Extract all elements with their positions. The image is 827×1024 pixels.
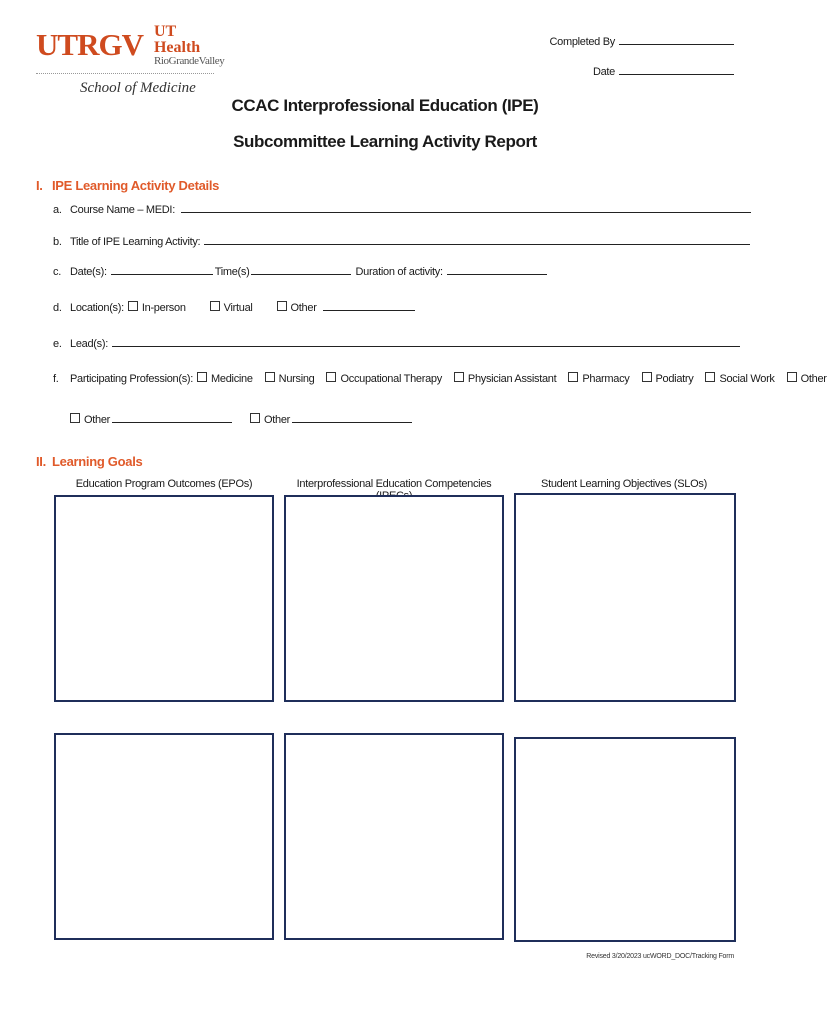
- checkbox-medicine[interactable]: [197, 372, 207, 382]
- row-location: [53, 300, 415, 314]
- checkbox-other-2[interactable]: [250, 413, 260, 423]
- times-label: Time(s): [214, 266, 250, 278]
- row-leads: [53, 336, 740, 350]
- date-field[interactable]: [593, 66, 734, 78]
- other-1-line[interactable]: [112, 412, 232, 423]
- section-2-title: Learning Goals: [52, 454, 143, 469]
- profession-other-label: Other: [800, 373, 827, 385]
- completed-by-label: Completed By: [549, 36, 615, 48]
- occupational-therapy-label: Occupational Therapy: [340, 373, 442, 385]
- leads-label: Lead(s):: [70, 338, 108, 350]
- checkbox-pharmacy[interactable]: [568, 372, 578, 382]
- completed-by-field[interactable]: [550, 36, 735, 48]
- checkbox-occupational-therapy[interactable]: [326, 372, 336, 382]
- completed-by-line[interactable]: [619, 44, 734, 45]
- section-1-title: IPE Learning Activity Details: [52, 178, 220, 193]
- row-d-label: d.: [53, 302, 62, 314]
- section-2-heading: [36, 454, 142, 469]
- school-of-medicine: School of Medicine: [80, 80, 196, 96]
- duration-line[interactable]: [447, 264, 547, 275]
- podiatry-label: Podiatry: [655, 373, 694, 385]
- location-other-label: Other: [290, 302, 317, 314]
- checkbox-in-person[interactable]: [128, 301, 138, 311]
- slos-box-1[interactable]: [514, 493, 736, 702]
- date-label: Date: [592, 66, 615, 78]
- checkbox-profession-other[interactable]: [787, 372, 797, 382]
- checkbox-virtual[interactable]: [210, 301, 220, 311]
- row-f-label: f.: [53, 373, 59, 385]
- checkbox-physician-assistant[interactable]: [454, 372, 464, 382]
- physician-assistant-label: Physician Assistant: [467, 373, 557, 385]
- section-2-number: II.: [36, 454, 46, 469]
- location-other-line[interactable]: [323, 300, 415, 311]
- other-1-label: Other: [84, 414, 111, 426]
- column-header-epos: Education Program Outcomes (EPOs): [75, 478, 253, 490]
- utrgv-logo: [36, 22, 225, 100]
- other-2-label: Other: [264, 414, 291, 426]
- logo-rgv: RioGrandeValley: [153, 54, 225, 67]
- row-dates: [53, 264, 547, 278]
- logo-utrgv-text: UTRGV: [36, 27, 143, 62]
- location-label: Location(s):: [70, 302, 124, 314]
- row-other-professions: [70, 412, 412, 426]
- date-line[interactable]: [619, 74, 734, 75]
- in-person-label: In-person: [141, 302, 186, 314]
- epos-box-1[interactable]: [54, 495, 274, 702]
- ipecs-box-1[interactable]: [284, 495, 504, 702]
- nursing-label: Nursing: [278, 373, 315, 385]
- row-b-label: b.: [53, 236, 62, 248]
- dates-label: Date(s):: [70, 266, 107, 278]
- column-header-ipecs: Interprofessional Education Competencies: [296, 478, 492, 490]
- footer-revision: Revised 3/20/2023 ucWORD_DOC/Tracking Form: [586, 953, 734, 960]
- times-line[interactable]: [251, 264, 351, 275]
- row-c-label: c.: [53, 266, 61, 278]
- virtual-label: Virtual: [223, 302, 253, 314]
- other-2-line[interactable]: [292, 412, 412, 423]
- medicine-label: Medicine: [211, 373, 253, 385]
- row-course-name: [53, 202, 751, 216]
- leads-line[interactable]: [112, 336, 740, 347]
- epos-box-2[interactable]: [54, 733, 274, 940]
- column-header-slos: Student Learning Objectives (SLOs): [541, 478, 707, 490]
- row-a-label: a.: [53, 204, 62, 216]
- pharmacy-label: Pharmacy: [582, 373, 630, 385]
- ipecs-box-2[interactable]: [284, 733, 504, 940]
- course-name-label: Course Name – MEDI:: [70, 204, 175, 216]
- slos-box-2[interactable]: [514, 737, 736, 942]
- dates-line[interactable]: [111, 264, 213, 275]
- logo-dotted-rule: [36, 73, 214, 74]
- page-title-line2: Subcommittee Learning Activity Report: [233, 132, 537, 151]
- checkbox-podiatry[interactable]: [642, 372, 652, 382]
- checkbox-other-1[interactable]: [70, 413, 80, 423]
- logo-ut-health: UT Health: [153, 22, 201, 56]
- professions-label: Participating Profession(s):: [70, 373, 194, 385]
- checkbox-location-other[interactable]: [277, 301, 287, 311]
- checkbox-social-work[interactable]: [705, 372, 715, 382]
- duration-label: Duration of activity:: [355, 266, 443, 278]
- row-e-label: e.: [53, 338, 62, 350]
- activity-title-label: Title of IPE Learning Activity:: [70, 236, 201, 248]
- social-work-label: Social Work: [719, 373, 775, 385]
- section-1-number: I.: [36, 178, 43, 193]
- section-1-heading: [36, 178, 219, 193]
- activity-title-line[interactable]: [204, 234, 750, 245]
- row-activity-title: [53, 234, 750, 248]
- page-title-line1: CCAC Interprofessional Education (IPE): [231, 96, 539, 115]
- checkbox-nursing[interactable]: [265, 372, 275, 382]
- row-professions: [53, 372, 827, 385]
- course-name-line[interactable]: [181, 202, 751, 213]
